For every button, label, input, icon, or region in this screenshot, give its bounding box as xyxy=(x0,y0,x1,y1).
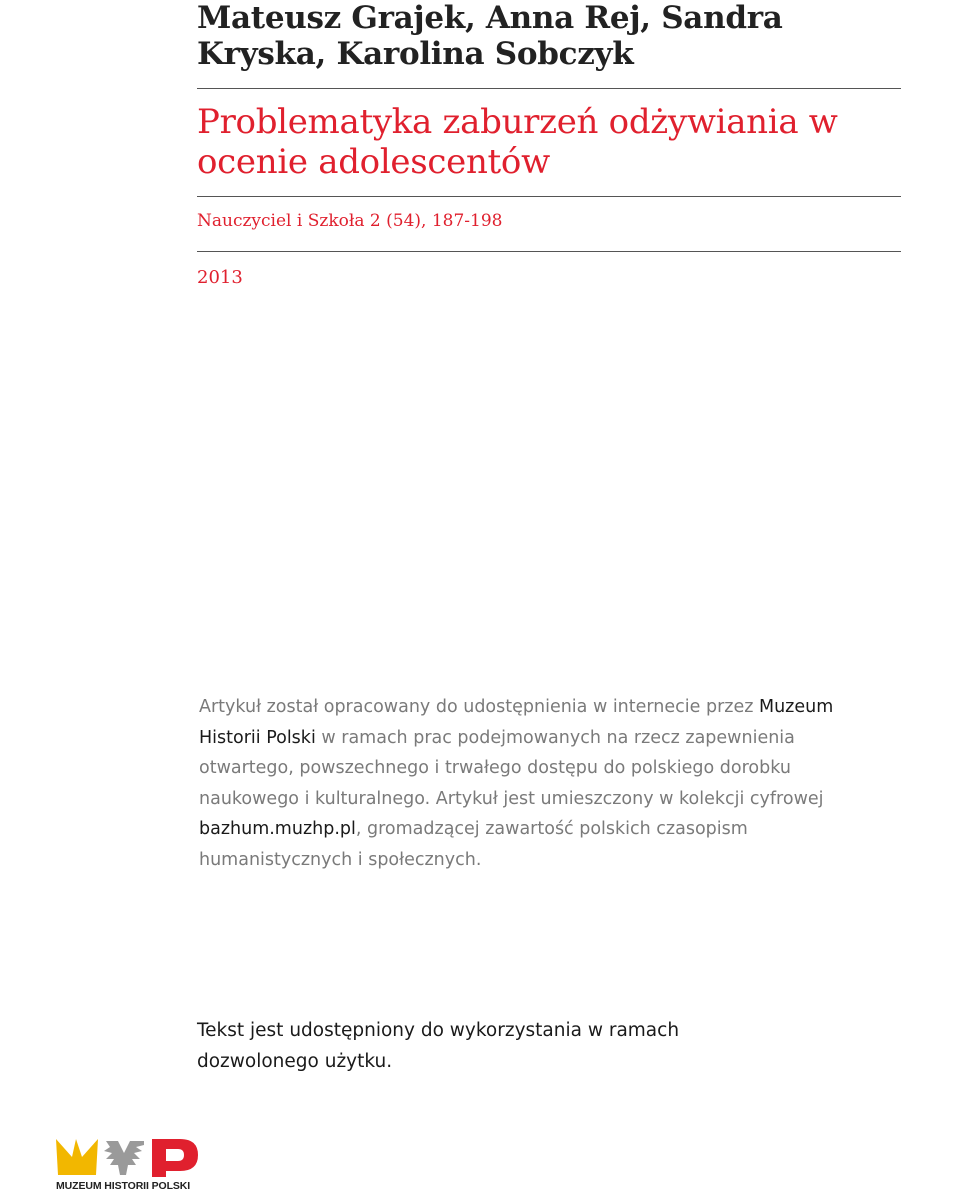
notice-text-2: w ramach prac podejmowanych na rzecz zapewnienia otwartego, powszechnego i trwałego dostępu do polskiego dorobku naukowego i kulturalnego. Artykuł jest umieszczony w kolekcji cyfrowej xyxy=(199,727,824,809)
divider-top xyxy=(197,88,901,89)
notice-text-1: Artykuł został opracowany do udostępnienia w internecie przez xyxy=(199,697,759,717)
institution-name: Muzeum Historii Polski xyxy=(199,697,834,748)
document-year: 2013 xyxy=(197,267,243,288)
license-text: Tekst jest udostępniony do wykorzystania w ramach dozwolonego użytku. xyxy=(197,1020,680,1072)
logo-caption: MUZEUM HISTORII POLSKI xyxy=(56,1180,191,1192)
crown-icon xyxy=(56,1139,98,1175)
document-title: Problematyka zaburzeń odżywiania w ocenie adolescentów xyxy=(197,102,838,182)
notice-text-3: , gromadzącej zawartość polskich czasopism humanistycznych i społecznych. xyxy=(199,819,748,870)
divider-bottom xyxy=(197,251,901,252)
eagle-icon xyxy=(104,1141,144,1175)
document-source: Nauczyciel i Szkoła 2 (54), 187-198 xyxy=(197,211,503,231)
document-authors: Mateusz Grajek, Anna Rej, Sandra Kryska, Karolina Sobczyk xyxy=(197,0,783,72)
publication-notice xyxy=(199,692,879,875)
site-link[interactable]: bazhum.muzhp.pl xyxy=(199,819,356,839)
divider-middle xyxy=(197,196,901,197)
p-letter-icon xyxy=(152,1139,198,1177)
